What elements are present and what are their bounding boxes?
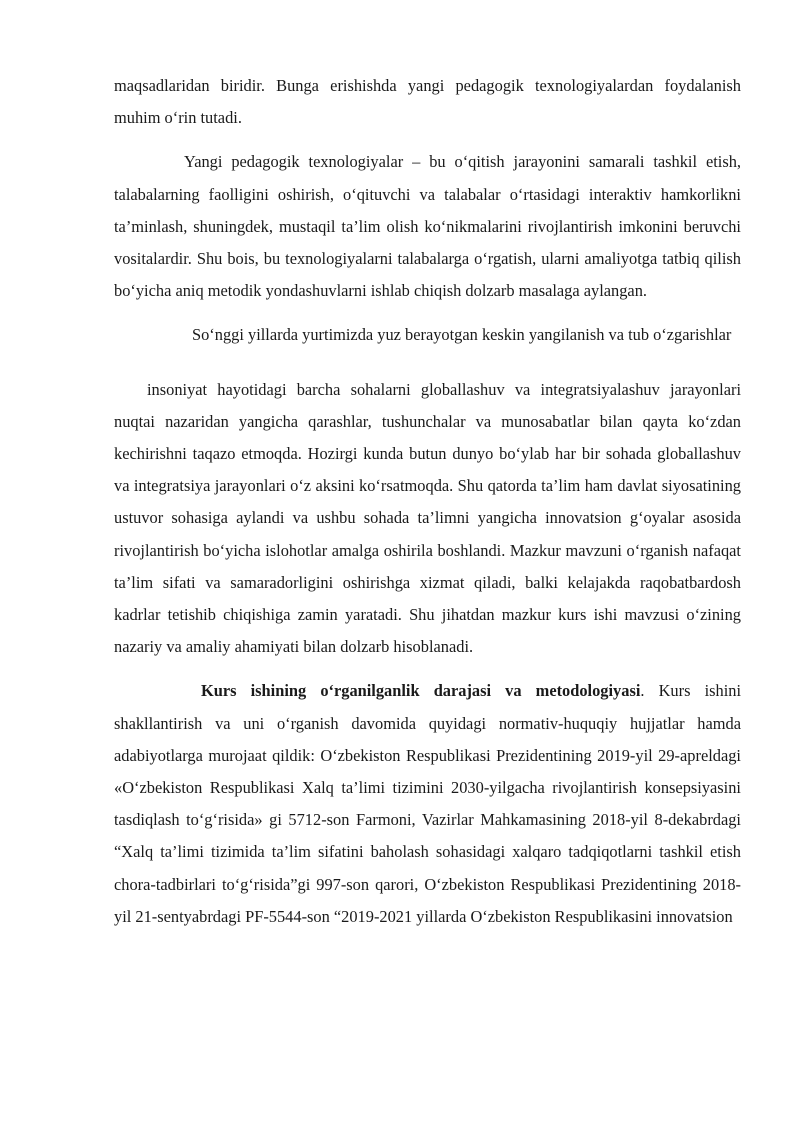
paragraph-gap xyxy=(114,663,741,675)
paragraph-5-body: . Kurs ishini shakllantirish va uni o‘rganish davomida quyidagi normativ-huquqiy hujjatlar hamda adabiyotlarga murojaat qildik: O‘zbekiston Respublikasi Prezidentining 2019-yil 29-apreldagi «O‘zbekiston Respublikasi Xalq ta’limi tizimini 2030-yilgacha rivojlantirish konsepsiyasini tasdiqlash to‘g‘risida» gi 5712-son Farmoni, Vazirlar Mahkamasining 2018-yil 8-dekabrdagi “Xalq ta’limi tizimida ta’lim sifatini baholash sohasidagi xalqaro tadqiqotlarni tashkil etish chora-tadbirlari to‘g‘risida”gi 997-son qarori, O‘zbekiston Respublikasi Prezidentining 2018-yil 21-sentyabrdagi PF-5544-son “2019-2021 yillarda O‘zbekiston Respublikasini innovatsion xyxy=(114,681,742,926)
paragraph-2: Yangi pedagogik texnologiyalar – bu o‘qitish jarayonini samarali tashkil etish, talabalarning faolligini oshirish, o‘qituvchi va talabalar o‘rtasidagi interaktiv hamkorlikni ta’minlash, shuningdek, mustaqil ta’lim olish ko‘nikmalarini rivojlantirish imkonini beruvchi vositalardir. Shu bois, bu texnologiyalarni talabalarga o‘rgatish, ularni amaliyotga tatbiq qilish bo‘yicha aniq metodik yondashuvlarni ishlab chiqish dolzarb masalaga aylangan. xyxy=(114,152,741,301)
paragraph-1: maqsadlaridan biridir. Bunga erishishda yangi pedagogik texnologiyalardan foydalanish muhim o‘rin tutadi. xyxy=(114,76,741,128)
document-page xyxy=(114,70,741,933)
section-heading: Kurs ishining o‘rganilganlik darajasi va metodologiyasi xyxy=(201,681,641,701)
paragraph-4: insoniyat hayotidagi barcha sohalarni globallashuv va integratsiyalashuv jarayonlari nuqtai nazaridan yangicha qarashlar, tushunchalar va munosabatlar bilan qayta ko‘zdan kechirishni taqazo etmoqda. Hozirgi kunda butun dunyo bo‘ylab har bir sohada globallashuv va integratsiya jarayonlari o‘z aksini ko‘rsatmoqda. Shu qatorda ta’lim ham davlat siyosatining ustuvor sohasiga aylandi va ushbu sohada ta’limni yangicha innovatsion g‘oyalar asosida rivojlantirish bo‘yicha islohotlar amalga oshirila boshlandi. Mazkur mavzuni o‘rganish nafaqat ta’lim sifati va samaradorligini oshirishga xizmat qiladi, balki kelajakda raqobatbardosh kadrlar tetishib chiqishiga zamin yaratadi. Shu jihatdan mazkur kurs ishi mavzusi o‘zining nazariy va amaliy ahamiyati bilan dolzarb hisoblanadi. xyxy=(114,379,741,657)
paragraph-gap xyxy=(114,134,741,146)
paragraph-gap xyxy=(114,307,741,319)
paragraph-3: So‘nggi yillarda yurtimizda yuz berayotgan keskin yangilanish va tub o‘zgarishlar xyxy=(192,325,732,345)
paragraph-5 xyxy=(114,675,741,933)
paragraph-gap xyxy=(114,352,741,374)
